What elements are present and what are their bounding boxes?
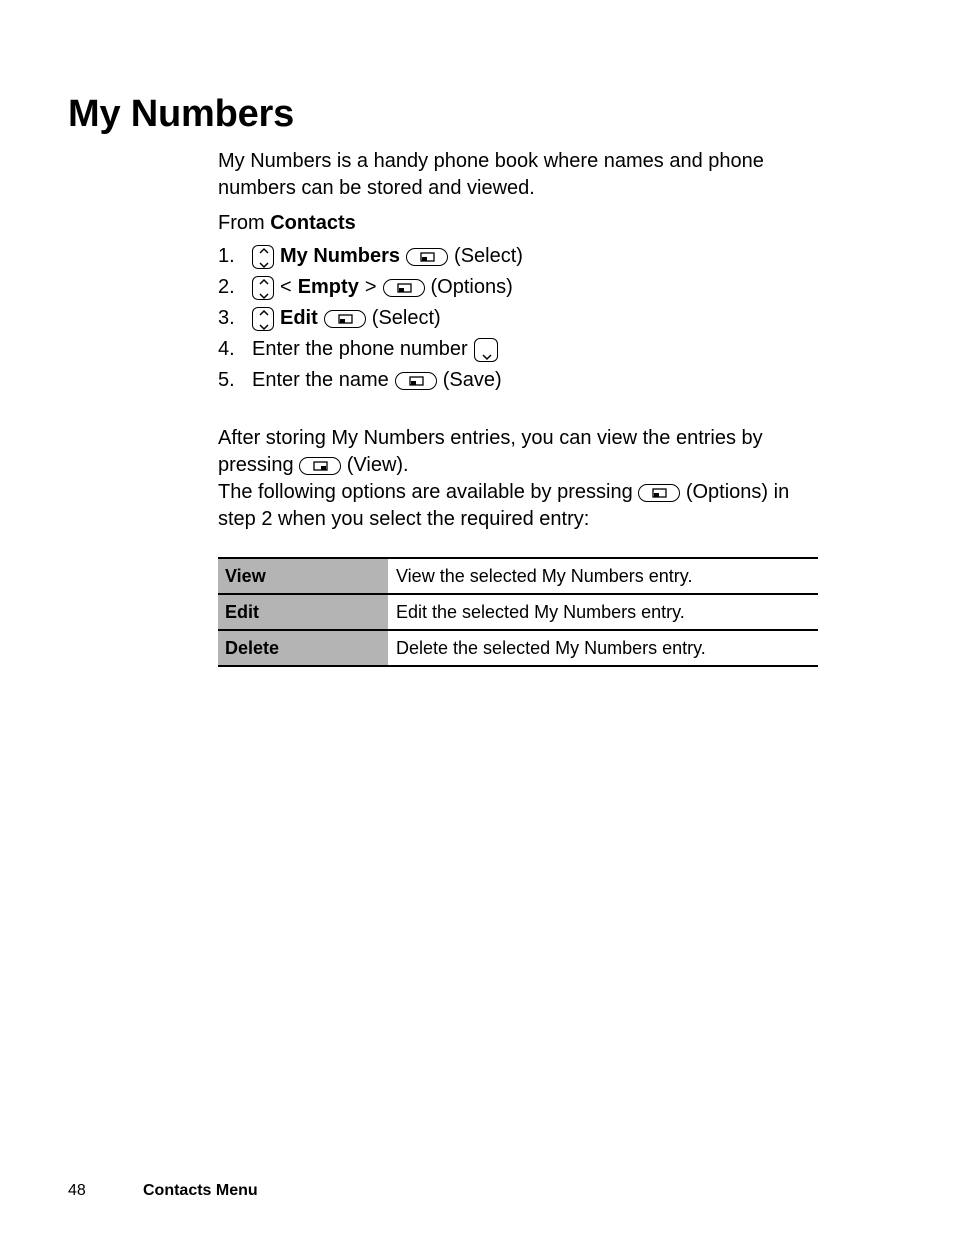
step-3: [218, 303, 818, 334]
page-number: 48: [68, 1182, 86, 1199]
step-action: (Options): [430, 276, 513, 298]
options-table: [218, 557, 818, 667]
step-action: (Select): [454, 245, 523, 267]
content: [218, 148, 818, 667]
navigation-key-icon: [252, 276, 274, 300]
steps-list: [218, 241, 818, 396]
navigation-down-key-icon: [474, 338, 498, 362]
option-description: Edit the selected My Numbers entry.: [388, 594, 818, 630]
left-soft-key-icon: [395, 372, 437, 390]
step-number: 4.: [218, 338, 235, 360]
step-number: 1.: [218, 245, 235, 267]
navigation-key-icon: [252, 307, 274, 331]
after-view-label: (View).: [346, 454, 409, 476]
step-label: Edit: [280, 307, 318, 329]
from-prefix: From: [218, 212, 265, 234]
intro-text: My Numbers is a handy phone book where names and phone numbers can be stored and viewed.: [218, 150, 764, 199]
table-row: [218, 630, 818, 666]
step-4: [218, 334, 818, 365]
step-5: [218, 365, 818, 396]
left-soft-key-icon: [324, 310, 366, 328]
from-line: [218, 210, 818, 237]
step-2: [218, 272, 818, 303]
navigation-key-icon: [252, 245, 274, 269]
table-row: [218, 594, 818, 630]
after-line2: The following options are available by pressing: [218, 481, 633, 503]
after-paragraph: [218, 425, 818, 533]
step-number: 5.: [218, 369, 235, 391]
option-name: Edit: [218, 594, 388, 630]
after-line1: After storing My Numbers entries, you can view the entries by pressing: [218, 427, 763, 476]
step-lt: <: [280, 276, 292, 298]
step-1: [218, 241, 818, 272]
option-description: View the selected My Numbers entry.: [388, 558, 818, 594]
after-line3: in step 2 when you select the required entry:: [218, 481, 790, 530]
step-action: (Save): [442, 369, 502, 391]
step-label: My Numbers: [280, 245, 401, 267]
step-gt: >: [364, 276, 377, 298]
step-label: Empty: [297, 276, 359, 298]
option-description: Delete the selected My Numbers entry.: [388, 630, 818, 666]
page-title: My Numbers: [68, 93, 295, 135]
step-text: Enter the name: [252, 369, 389, 391]
step-number: 2.: [218, 276, 235, 298]
step-text: Enter the phone number: [252, 338, 468, 360]
left-soft-key-icon: [383, 279, 425, 297]
option-name: Delete: [218, 630, 388, 666]
after-options-label: (Options): [685, 481, 769, 503]
right-soft-key-icon: [299, 457, 341, 475]
section-name: Contacts Menu: [143, 1182, 258, 1199]
from-menu: Contacts: [270, 212, 356, 234]
option-name: View: [218, 558, 388, 594]
step-action: (Select): [371, 307, 441, 329]
step-number: 3.: [218, 307, 235, 329]
left-soft-key-icon: [638, 484, 680, 502]
left-soft-key-icon: [406, 248, 448, 266]
table-row: [218, 558, 818, 594]
